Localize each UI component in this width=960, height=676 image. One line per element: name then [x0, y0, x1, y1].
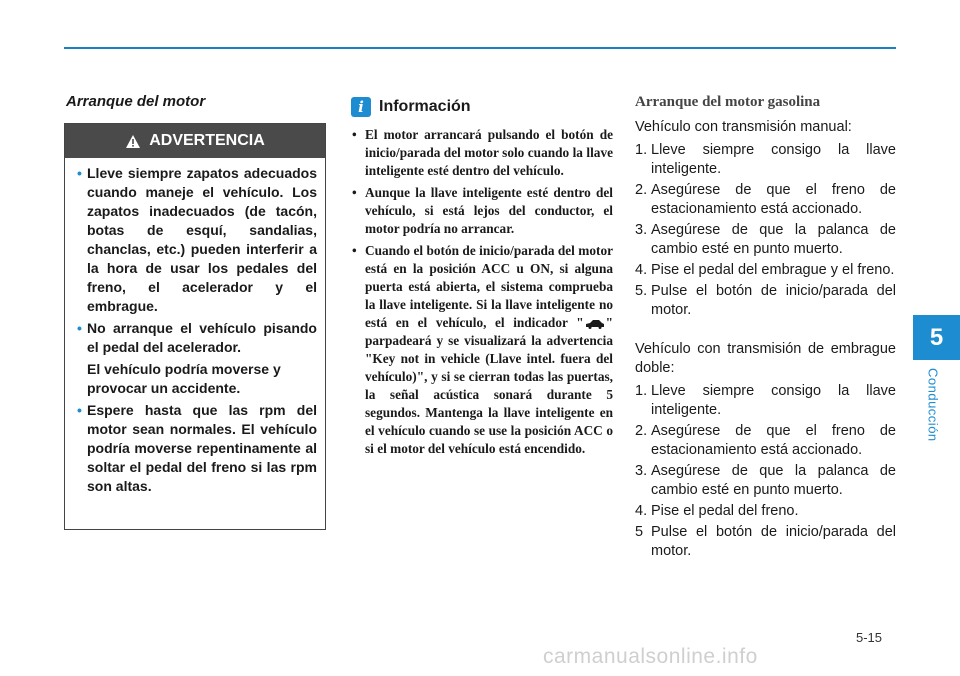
dct-step: 3. Asegúrese de que la palanca de cambio esté en punto muerto. [635, 463, 896, 498]
section-title: Arranque del motor [66, 93, 206, 110]
bullet-icon: • [77, 165, 82, 181]
manual-step: 3. Asegúrese de que la palanca de cambio esté en punto muerto. [635, 222, 896, 257]
manual-step: 2. Asegúrese de que el freno de estacionamiento está accionado. [635, 182, 896, 217]
warning-list [65, 158, 325, 496]
page-number: 5-15 [856, 630, 883, 645]
info-title: Información [379, 98, 471, 115]
info-icon: i [351, 97, 371, 117]
manual-step: 1. Lleve siempre consigo la llave inteligente. [635, 142, 896, 177]
info-item: • Aunque la llave inteligente esté dentro del vehículo, si está lejos del conductor, el motor podría no arrancar. [352, 185, 613, 236]
bullet-icon: • [352, 185, 357, 200]
dct-step: 2. Asegúrese de que el freno de estacionamiento está accionado. [635, 423, 896, 458]
manual-step: 4. Pise el pedal del embrague y el freno. [635, 262, 895, 278]
warning-item: • No arranque el vehículo pisando el pedal del acelerador. [77, 320, 317, 355]
info-list [352, 126, 613, 462]
gasoline-start-section [635, 93, 896, 563]
dct-intro: Vehículo con transmisión de embrague doble: [635, 341, 896, 376]
warning-box [64, 123, 326, 530]
warning-header [65, 124, 325, 158]
bullet-icon: • [352, 127, 357, 142]
manual-intro: Vehículo con transmisión manual: [635, 119, 852, 135]
watermark: carmanualsonline.info [543, 645, 758, 668]
warning-triangle-icon [125, 134, 141, 149]
car-key-indicator-icon [584, 319, 606, 329]
bullet-icon: • [352, 243, 357, 258]
info-item: • El motor arrancará pulsando el botón de inicio/parada del motor solo cuando la llave inteligente esté dentro del vehículo. [352, 127, 613, 178]
gasoline-title: Arranque del motor gasolina [635, 94, 821, 110]
warning-heading: ADVERTENCIA [149, 132, 265, 149]
bullet-icon: • [77, 320, 82, 336]
manual-step: 5. Pulse el botón de inicio/parada del motor. [635, 283, 896, 318]
top-rule [64, 47, 896, 49]
bullet-icon: • [77, 402, 82, 418]
dct-step: 5 Pulse el botón de inicio/parada del motor. [635, 524, 896, 559]
dct-step: 4. Pise el pedal del freno. [635, 503, 799, 519]
warning-item: • Espere hasta que las rpm del motor sean normales. El vehículo podría moverse repentinamente al soltar el pedal del freno si las rpm son altas. [77, 402, 317, 494]
chapter-label: Conducción [925, 368, 941, 442]
warning-item: • Lleve siempre zapatos adecuados cuando maneje el vehículo. Los zapatos inadecuados (de tacón, botas de esquí, sandalias, chanclas, etc.) pueden interferir a la hora de usar los pedales del freno, el acelerador y el embrague. [77, 165, 317, 314]
chapter-tab: 5 [913, 315, 960, 360]
info-item: • Cuando el botón de inicio/parada del motor está en la posición ACC u ON, si alguna puerta está abierta, el sistema comprueba la llave inteligente. Si la llave inteligente no está en el vehículo, el indicador " " parpadeará y se visualizará la advertencia "Key not in vehicle (Llave intel. fuera del vehículo)", y si se cierran todas las puertas, la señal acústica sonará durante 5 segundos. Mantenga la llave inteligente en el vehículo cuando se use la posición ACC o si el motor del vehículo está encendido. [352, 243, 613, 456]
warning-sub-item: El vehículo podría moverse y provocar un accidente. [87, 361, 281, 396]
info-header [351, 97, 471, 117]
dct-step: 1. Lleve siempre consigo la llave inteligente. [635, 383, 896, 418]
